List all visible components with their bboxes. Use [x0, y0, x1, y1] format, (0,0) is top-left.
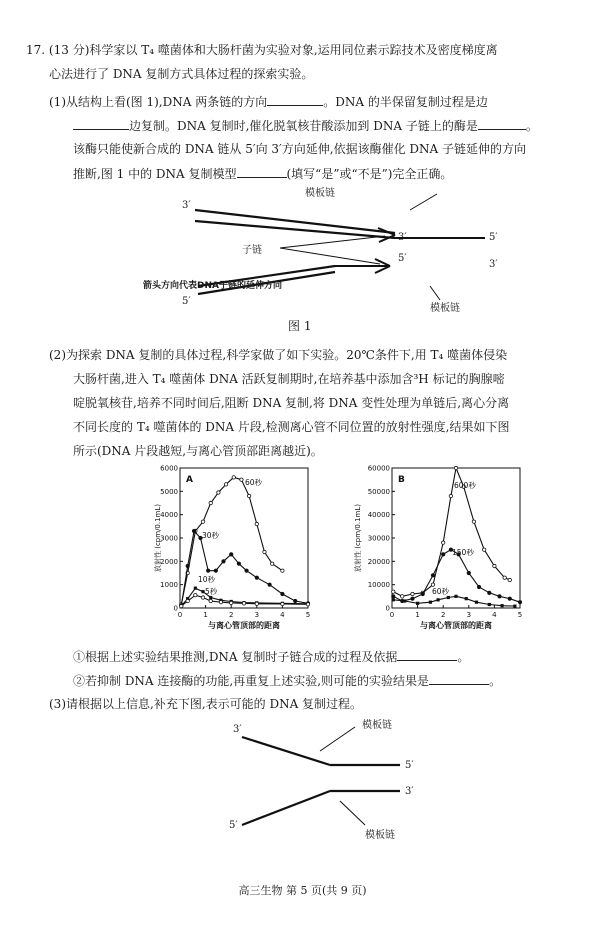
figure-1-caption: 图 1	[288, 319, 312, 333]
chart-panel-a	[150, 460, 320, 650]
data-point	[454, 466, 457, 469]
data-point	[442, 553, 445, 556]
data-point	[392, 598, 395, 601]
data-point	[508, 578, 511, 581]
data-point	[209, 501, 212, 504]
data-point	[392, 595, 395, 598]
data-point	[431, 583, 434, 586]
y-tick-label: 6000	[160, 464, 178, 473]
part3-replication-diagram[interactable]	[220, 715, 460, 850]
data-point	[447, 596, 450, 599]
y-tick-label: 0	[173, 604, 178, 613]
data-point	[401, 595, 404, 598]
x-tick-label: 5	[305, 611, 311, 619]
data-point	[500, 604, 503, 607]
data-point	[222, 560, 225, 563]
y-tick-label: 10000	[367, 581, 390, 590]
panel-letter: B	[398, 475, 405, 485]
question-line-2: 心法进行了 DNA 复制方式具体过程的探索实验。	[49, 67, 314, 81]
x-tick-label: 2	[228, 611, 234, 619]
answer-blank-enzyme[interactable]	[478, 117, 526, 130]
data-point	[493, 564, 496, 567]
part1-line-4: 推断,图 1 中的 DNA 复制模型 (填写“是”或“不是”)完全正确。	[73, 167, 453, 181]
data-point	[454, 595, 457, 598]
part3-template-label-top: 模板链	[362, 720, 392, 731]
data-point	[194, 587, 197, 590]
question-score: (13 分)	[48, 43, 90, 57]
data-point	[247, 494, 250, 497]
data-point	[508, 597, 511, 600]
part2-question-2: ②若抑制 DNA 连接酶的功能,再重复上述实验,则可能的实验结果是 。	[73, 674, 502, 688]
data-point	[270, 562, 273, 565]
data-point	[503, 576, 506, 579]
data-point	[436, 598, 439, 601]
data-point	[472, 520, 475, 523]
data-point	[201, 520, 204, 523]
data-point	[411, 592, 414, 595]
part2-line-2: 大肠杆菌,进入 T₄ 噬菌体 DNA 活跃复制期时,在培养基中添加含³H 标记的胸腺嘧	[73, 372, 505, 386]
y-tick-label: 60000	[367, 464, 390, 473]
series-line	[393, 468, 510, 596]
part3-end-3-right: 3′	[405, 786, 414, 797]
part2-line-5: 所示(DNA 片段越短,与离心管顶部距离越近)。	[73, 444, 323, 458]
y-tick-label: 3000	[160, 534, 178, 543]
series-label: 10秒	[198, 575, 216, 584]
y-tick-label: 0	[385, 604, 390, 613]
data-point	[475, 601, 478, 604]
data-point	[186, 599, 189, 602]
fig1-daughter-label: 子链	[242, 245, 262, 256]
question-number: 17.	[26, 43, 46, 57]
data-point	[513, 605, 516, 608]
data-point	[255, 576, 258, 579]
answer-blank-q1[interactable]	[397, 648, 457, 661]
fig1-template-label-bottom: 模板链	[430, 303, 460, 314]
x-tick-label: 3	[254, 611, 260, 619]
data-point	[186, 564, 189, 567]
data-point	[421, 592, 424, 595]
y-tick-label: 1000	[160, 581, 178, 590]
data-point	[230, 601, 233, 604]
data-point	[217, 491, 220, 494]
question-line-1	[26, 42, 498, 58]
data-point	[245, 569, 248, 572]
y-tick-label: 40000	[367, 511, 390, 520]
data-point	[214, 569, 217, 572]
fig1-end-5-bottom: 5′	[182, 296, 191, 307]
figure-1-replication-fork	[140, 188, 520, 318]
data-point	[192, 529, 195, 532]
series-label: 30秒	[202, 531, 220, 540]
y-tick-label: 4000	[160, 511, 178, 520]
data-point	[206, 569, 209, 572]
part1-line-1: (1)从结构上看(图 1),DNA 两条链的方向 。DNA 的半保留复制过程是边	[49, 95, 488, 109]
part3-intro: (3)请根据以上信息,补充下图,表示可能的 DNA 复制过程。	[49, 697, 363, 711]
series-label: 600秒	[454, 481, 476, 490]
y-axis-label: 放射性 (cpm/0.1mL)	[154, 503, 162, 573]
x-tick-label: 4	[492, 611, 497, 619]
data-point	[255, 602, 258, 605]
fig1-template-label-top: 模板链	[305, 188, 335, 199]
data-point	[219, 600, 222, 603]
answer-blank-q2[interactable]	[429, 672, 489, 685]
data-point	[281, 569, 284, 572]
answer-blank-model[interactable]	[237, 165, 287, 178]
data-point	[465, 597, 468, 600]
data-point	[268, 583, 271, 586]
data-point	[442, 541, 445, 544]
x-tick-label: 5	[517, 611, 523, 619]
question-text-1: 科学家以 T₄ 噬菌体和大肠杆菌为实验对象,运用同位素示踪技术及密度梯度离	[89, 43, 498, 57]
data-point	[201, 596, 204, 599]
x-axis-label: 与离心管顶部的距离	[420, 621, 492, 630]
data-point	[180, 604, 183, 607]
fig1-end-5-center: 5′	[398, 253, 407, 264]
data-point	[209, 599, 212, 602]
series-label: 60秒	[245, 478, 263, 487]
part1-line-3: 该酶只能使新合成的 DNA 链从 5′向 3′方向延伸,依据该酶催化 DNA 子链延伸的方向	[73, 142, 526, 156]
part3-end-3-top: 3′	[233, 724, 242, 735]
data-point	[518, 600, 521, 603]
part2-line-3: 啶脱氧核苷,培养不同时间后,阻断 DNA 复制,将 DNA 变性处理为单链后,离心分离	[73, 396, 510, 410]
data-point	[403, 599, 406, 602]
y-tick-label: 30000	[367, 534, 390, 543]
data-point	[477, 585, 480, 588]
part1-line-2: 边复制。DNA 复制时,催化脱氧核苷酸添加到 DNA 子链上的酶是 。	[73, 117, 538, 134]
fig1-arrow-note: 箭头方向代表DNA子链的延伸方向	[143, 281, 282, 291]
x-tick-label: 1	[203, 611, 208, 619]
y-tick-label: 50000	[367, 487, 390, 496]
x-tick-label: 4	[280, 611, 285, 619]
data-point	[498, 595, 501, 598]
data-point	[488, 603, 491, 606]
data-point	[431, 574, 434, 577]
data-point	[306, 603, 309, 606]
answer-blank-replication[interactable]	[73, 117, 129, 130]
panel-letter: A	[186, 475, 193, 485]
data-point	[488, 591, 491, 594]
series-line	[181, 531, 308, 606]
y-tick-label: 20000	[367, 557, 390, 566]
y-axis-label: 放射性 (cpm/0.1mL)	[354, 503, 362, 573]
y-tick-label: 2000	[160, 557, 178, 566]
fig1-end-3-top: 3′	[182, 200, 191, 211]
data-point	[209, 596, 212, 599]
data-point	[255, 522, 258, 525]
data-point	[194, 593, 197, 596]
fig1-end-3-right-bottom: 3′	[489, 259, 498, 270]
part2-line-4: 不同长度的 T₄ 噬菌体的 DNA 片段,检测离心管不同位置的放射性强度,结果如下图	[73, 420, 510, 434]
chart-panel-b	[348, 460, 530, 650]
answer-blank-direction[interactable]	[267, 93, 323, 106]
data-point	[294, 599, 297, 602]
fig1-end-3-center: 3′	[398, 232, 407, 243]
fig1-end-5-right-top: 5′	[489, 232, 498, 243]
data-point	[242, 602, 245, 605]
part3-end-5-right: 5′	[405, 760, 414, 771]
data-point	[224, 483, 227, 486]
data-point	[230, 553, 233, 556]
x-tick-label: 1	[415, 611, 420, 619]
data-point	[416, 602, 419, 605]
part3-template-label-bottom: 模板链	[365, 830, 395, 841]
part2-line-1: (2)为探索 DNA 复制的具体过程,科学家做了如下实验。20℃条件下,用 T₄ 噬菌体侵染	[49, 348, 508, 362]
data-point	[281, 592, 284, 595]
part2-question-1: ①根据上述实验结果推测,DNA 复制时子链合成的过程及依据 。	[73, 650, 470, 664]
data-point	[232, 476, 235, 479]
series-label: 60秒	[432, 587, 450, 596]
series-label: 150秒	[452, 548, 474, 557]
data-point	[263, 550, 266, 553]
data-point	[240, 478, 243, 481]
part3-end-5-bottom: 5′	[229, 820, 238, 831]
x-tick-label: 2	[440, 611, 446, 619]
data-point	[482, 548, 485, 551]
x-tick-label: 0	[177, 611, 183, 619]
x-tick-label: 3	[466, 611, 472, 619]
data-point	[237, 562, 240, 565]
data-point	[392, 590, 395, 593]
series-line	[181, 477, 282, 604]
page-footer: 高三生物 第 5 页(共 9 页)	[238, 884, 367, 897]
data-point	[449, 494, 452, 497]
data-point	[411, 597, 414, 600]
data-point	[429, 601, 432, 604]
x-axis-label: 与离心管顶部的距离	[208, 621, 280, 630]
data-point	[281, 602, 284, 605]
series-label: 5秒	[205, 587, 218, 596]
data-point	[467, 571, 470, 574]
y-tick-label: 5000	[160, 487, 178, 496]
x-tick-label: 0	[389, 611, 395, 619]
